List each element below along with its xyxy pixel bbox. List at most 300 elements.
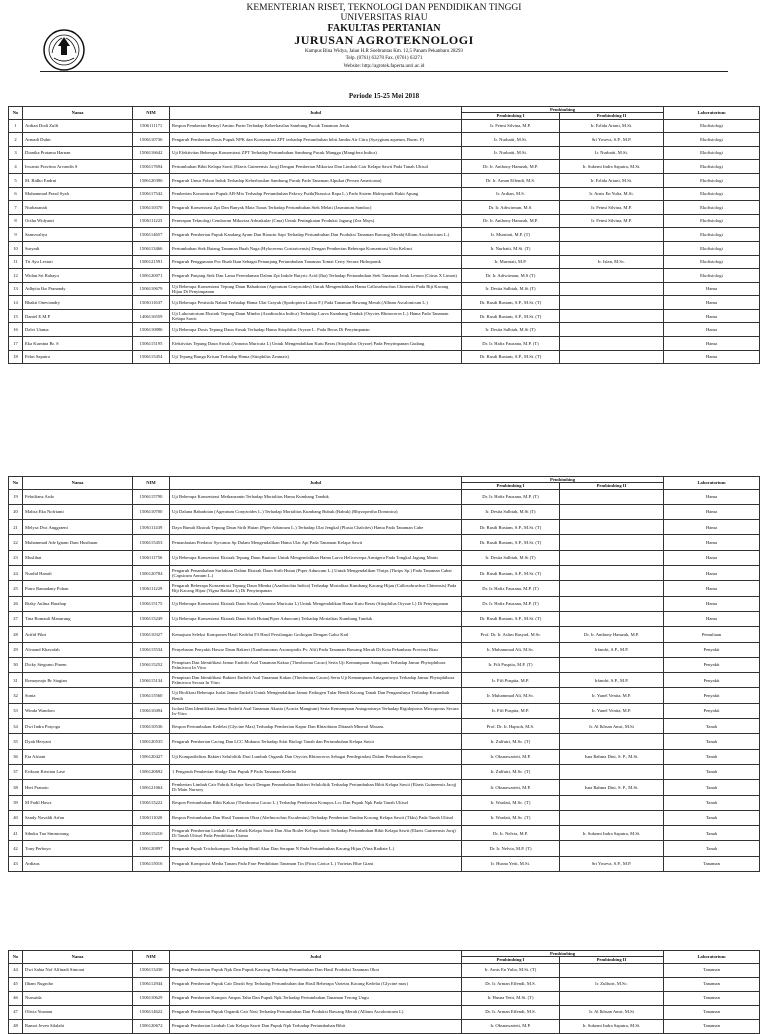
cell-pembimbing-1: Ir. Oksnawarteti, M.P.: [462, 1019, 560, 1033]
cell-laboratorium: Penyakit: [664, 657, 760, 672]
cell-laboratorium: Tanaman: [664, 1019, 760, 1033]
cell-nim: 1506117694: [133, 160, 170, 174]
cell-pembimbing-1: Dr. Rusdi Rustam, S.P., M.Si. (T): [462, 520, 560, 535]
header-judul: Judul: [170, 107, 462, 120]
cell-judul: Uji Beberapa Konsentrasi Tepung Daun Babadotan (Ageratum Conyzoides) Untuk Mengendalikan Hama Callosobruchus Chinensis Pada Biji Kacang Hijau Di Penyimpanan: [170, 282, 462, 296]
table-row: [9, 977, 760, 991]
cell-nim: 1506110679: [133, 282, 170, 296]
cell-pembimbing-2: [560, 734, 664, 749]
header-laboratorium: Laboratorium: [664, 477, 760, 490]
table-row: [9, 119, 760, 133]
cell-pembimbing-1: Ir. Wardati, M.Sc. (T): [462, 795, 560, 810]
table-row: [9, 296, 760, 310]
cell-laboratorium: Ekofisiologi: [664, 255, 760, 269]
cell-no: 9: [9, 228, 23, 242]
cell-pembimbing-2: Ir. Al Ikhsan Amri, M.Si: [560, 719, 664, 734]
cell-nim: 1506115175: [133, 596, 170, 611]
cell-pembimbing-2: Sri Yoseva, S.P., M.P.: [560, 856, 664, 871]
cell-no: 45: [9, 977, 23, 991]
cell-laboratorium: Ekofisiologi: [664, 269, 760, 283]
cell-no: 16: [9, 323, 23, 337]
cell-judul: Efektivitas Tepung Daun Sirsak (Annona Muricata L) Untuk Mengendalikan Kutu Beras (Sitophilus Oryzae) Pada Penyimpanan Gudang: [170, 337, 462, 351]
cell-pembimbing-1: Dr. Ir. Nelvia, M.P. (T): [462, 841, 560, 856]
cell-pembimbing-2: [560, 309, 664, 323]
cell-nim: 1506110370: [133, 201, 170, 215]
cell-judul: Pengaruh Komposisi Media Tanam Pada Fase Pembibitan Tanaman Tin (Ficus Carica L.) Varietas Blue Giant: [170, 856, 462, 871]
cell-no: 4: [9, 160, 23, 174]
cell-nama: Olivia Yusman: [23, 1005, 133, 1019]
cell-nama: Arifid Pikri: [23, 627, 133, 642]
cell-no: 40: [9, 810, 23, 825]
cell-pembimbing-1: Ir. Fifi Puspita, M.P.: [462, 673, 560, 688]
table-row: [9, 963, 760, 977]
cell-pembimbing-2: [560, 657, 664, 672]
cell-nim: 1506110736: [133, 133, 170, 147]
cell-nim: 1506120784: [133, 566, 170, 581]
table-row: [9, 642, 760, 657]
cell-laboratorium: Tanaman: [664, 963, 760, 977]
cell-nama: Heri Pranoto: [23, 780, 133, 795]
cell-no: 36: [9, 749, 23, 764]
cell-laboratorium: Tanah: [664, 810, 760, 825]
cell-pembimbing-2: Ir. Nurbaiti, M.Si.: [560, 146, 664, 160]
cell-nim: 1506120672: [133, 1019, 170, 1033]
cell-nama: Octha Widyanti: [23, 214, 133, 228]
cell-no: 22: [9, 535, 23, 550]
cell-no: 39: [9, 795, 23, 810]
header-judul: Judul: [170, 951, 462, 964]
cell-judul: Pengaruh Pemberian Pupuk Cair Dazsh Sep Terhadap Pertumbuhan dan Hasil Beberapa Varietas Kacang Kedelai (Glycine max): [170, 977, 462, 991]
cell-nama: Dalvi Utama: [23, 323, 133, 337]
cell-pembimbing-2: Irfandri, S.P., M.P.: [560, 673, 664, 688]
table-row: [9, 795, 760, 810]
cell-judul: Daya Bunuh Ekstrak Tepung Daun Sirih Hutan (Piper Aduncum L.) Terhadap Ulat Jengkal (Plusia Chalcites) Hama Pada Tanaman Cabe: [170, 520, 462, 535]
header-nim: NIM: [133, 107, 170, 120]
cell-nama: Febrilianz Arda: [23, 489, 133, 504]
cell-laboratorium: Ekofisiologi: [664, 173, 760, 187]
cell-nama: Armadi Duhir: [23, 133, 133, 147]
cell-judul: Uji Beberapa Konsentrasi Ekstrak Tepung Daun Buntaro Untuk Mengendalikan Hama Larva Helicoverpa Armigera Pada Tongkol Jagung Manis: [170, 550, 462, 565]
cell-nim: 1506115560: [133, 688, 170, 703]
document-page-2: [0, 476, 768, 906]
cell-pembimbing-2: Ir. Arnis En Yulia, M.Si.: [560, 187, 664, 201]
cell-pembimbing-1: Ir. Desita Salbiah, M.Si (T): [462, 282, 560, 296]
cell-no: 28: [9, 627, 23, 642]
cell-pembimbing-1: Dr. Ir. Adiwirman, M.S (T): [462, 269, 560, 283]
cell-judul: Pengaruh Pemberian Dosis Pupuk NPK dan Konsentrasi ZPT terhadap Pertumbuhan bibit Jambu Air Citra (Syzygium aqueum. Burm. F): [170, 133, 462, 147]
table-row: [9, 749, 760, 764]
cell-pembimbing-1: Ir. Ardian, M.S.: [462, 187, 560, 201]
table-row: [9, 201, 760, 215]
cell-nama: Suryadi: [23, 241, 133, 255]
cell-judul: Pengaruh Pemberian Limbah Cair Kelapa Sawit Dan Pupuk Npk Terhadap Pertumbuhan Bibit: [170, 1019, 462, 1033]
cell-no: 46: [9, 991, 23, 1005]
cell-pembimbing-1: Ir. Oksnawarteti, M.P.: [462, 780, 560, 795]
cell-nama: Putro Ramadany Pohan: [23, 581, 133, 596]
cell-pembimbing-1: Dr. Ir. Arman Effendi, M.S.: [462, 977, 560, 991]
cell-laboratorium: Penyakit: [664, 673, 760, 688]
cell-no: 2: [9, 133, 23, 147]
cell-laboratorium: Hama: [664, 581, 760, 596]
cell-nama: Sonia: [23, 688, 133, 703]
cell-laboratorium: Ekofisiologi: [664, 228, 760, 242]
cell-judul: Pengaruh Beberapa Konsentrasi Tepung Daun Mimba (Azadirachta Indica) Terhadap Mortalitas Kumbang Kacang Hijau (Callosobruchus Chinensis) Pada Biji Kacang Hijau (Vigna Radiata L) Di Penyimpanan: [170, 581, 462, 596]
header-no: No: [9, 951, 23, 964]
cell-nama: Tri Ayu Lestari: [23, 255, 133, 269]
table-row: [9, 826, 760, 841]
cell-pembimbing-2: Isna Rahma Dini, S. P., M.Si.: [560, 749, 664, 764]
cell-nama: M. Ridho Endrni: [23, 173, 133, 187]
cell-laboratorium: Hama: [664, 550, 760, 565]
cell-laboratorium: Ekofisiologi: [664, 214, 760, 228]
cell-nim: 1506110536: [133, 719, 170, 734]
table-row: [9, 719, 760, 734]
cell-pembimbing-1: Dr. Rusdi Rustam, S.P., M.Si. (T): [462, 296, 560, 310]
cell-pembimbing-2: Ir. Sukemi Indra Saputra, M.Si.: [560, 160, 664, 174]
cell-judul: Pengaruh Pemberian Pupuk Organik Cair Nasi Terhadap Pertumbuhan Dan Produksi Bawang Merah (Allium Ascalonicum L): [170, 1005, 462, 1019]
schedule-table: [8, 106, 760, 364]
cell-laboratorium: Ekofisiologi: [664, 201, 760, 215]
cell-laboratorium: Hama: [664, 309, 760, 323]
table-row: [9, 173, 760, 187]
cell-no: 21: [9, 520, 23, 535]
cell-laboratorium: Pemuliaan: [664, 627, 760, 642]
cell-nim: 1406116559: [133, 309, 170, 323]
cell-pembimbing-1: Dr. Ir. Anthony Hamzah, M.P.: [462, 214, 560, 228]
table-row: [9, 214, 760, 228]
table-row: [9, 856, 760, 871]
cell-nama: Rizky Aulina Harahap: [23, 596, 133, 611]
cell-laboratorium: Hama: [664, 489, 760, 504]
cell-pembimbing-1: Dr. Ir. Anthony Hamzah, M.P.: [462, 160, 560, 174]
cell-laboratorium: Penyakit: [664, 688, 760, 703]
cell-pembimbing-1: Dr. Ir. Nelvia, M.P.: [462, 826, 560, 841]
cell-nama: Irwanto Pravitno Arvandis S: [23, 160, 133, 174]
faculty-name: FAKULTAS PERTANIAN: [327, 22, 441, 34]
cell-pembimbing-2: Ir. Fetmi Silvina, M.P.: [560, 201, 664, 215]
cell-pembimbing-1: Ir. Desita Salbiah, M.Si (T): [462, 504, 560, 519]
cell-pembimbing-1: Ir. Wardati, M.Sc. (T): [462, 810, 560, 825]
cell-no: 29: [9, 642, 23, 657]
cell-judul: 1 Pengaruh Pemberian Sludge Dan Pupuk P Pada Tanaman Kedelai: [170, 764, 462, 779]
table-row: [9, 688, 760, 703]
cell-nim: 1506115252: [133, 657, 170, 672]
cell-no: 33: [9, 703, 23, 718]
cell-judul: Pemanfaatan Predator Syrcanus Sp Dalam Mengendalikan Hama Ulat Api Pada Tanaman Kelapa Sawit: [170, 535, 462, 550]
cell-no: 41: [9, 826, 23, 841]
cell-pembimbing-2: Ir. Yunel Venita, M.P.: [560, 688, 664, 703]
cell-pembimbing-2: Ir. Erlida Ariani, M.Si.: [560, 119, 664, 133]
header-pembimbing-1: Pembimbing I: [462, 483, 560, 489]
header-pembimbing-2: Pembimbing II: [560, 483, 664, 489]
cell-pembimbing-1: Ir. Oksnawarteti, M.P.: [462, 749, 560, 764]
cell-pembimbing-2: Ir. Zulfutri, M.Sc.: [560, 977, 664, 991]
cell-judul: Uji Efektivitas Beberapa Konsentrasi ZPT Terhadap Pertumbuhan Sambung Pucuk Mangga (Mangifera Indica): [170, 146, 462, 160]
cell-nim: 1506114622: [133, 1005, 170, 1019]
cell-nama: Nurhasanah: [23, 201, 133, 215]
table-row: [9, 611, 760, 626]
cell-judul: Uji Tepung Bunga Krisan Terhadap Hama (Sitophilus Zeamais): [170, 350, 462, 364]
table-row: [9, 764, 760, 779]
cell-nim: 1506111171: [133, 119, 170, 133]
cell-nama: Muhammad Prasd Syah: [23, 187, 133, 201]
cell-no: 7: [9, 201, 23, 215]
cell-nama: Muslihat: [23, 550, 133, 565]
cell-laboratorium: Ekofisiologi: [664, 119, 760, 133]
table-row: [9, 550, 760, 565]
cell-judul: Uji Biofikasi Beberapa Isolat Jamur Endofit Untuk Mengendalikan Jamur Pathogen Tular Benih Kacang Tanah Dan Pengaruhnya Terhadap Kecambah Benih: [170, 688, 462, 703]
cell-no: 42: [9, 841, 23, 856]
header-nama: Nama: [23, 951, 133, 964]
cell-judul: Uji Beberapa Pestisida Nabati Terhadap Hama Ulat Grayak (Spodoptera Litura F.) Pada Tanaman Bawang Merah (Allium Ascalonicum L.): [170, 296, 462, 310]
cell-nama: Dwi Sahta Nof Alfinadi Simorai: [23, 963, 133, 977]
table-row: [9, 269, 760, 283]
cell-pembimbing-2: [560, 535, 664, 550]
cell-no: 38: [9, 780, 23, 795]
cell-nim: 1506120071: [133, 269, 170, 283]
cell-laboratorium: Ekofisiologi: [664, 133, 760, 147]
cell-nim: 1506120396: [133, 173, 170, 187]
cell-no: 48: [9, 1019, 23, 1033]
table-row: [9, 991, 760, 1005]
cell-pembimbing-1: Ir. Fetmi Silvina, M.P.: [462, 119, 560, 133]
ministry-name: KEMENTERIAN RISET, TEKNOLOGI DAN PENDIDIKAN TINGGI: [246, 3, 522, 13]
cell-laboratorium: Tanah: [664, 795, 760, 810]
period-title: Periode 15-25 Mei 2018: [348, 92, 420, 100]
cell-judul: Pengaruh Pemberian Cacing Dan LCC Mukuna Terhadap Sifat Biologi Tanah dan Pertumbuhan Kelapa Sawit: [170, 734, 462, 749]
cell-judul: Pengaruh Panjang Stek Dan Lama Perendaman Dalam Zpt Indole Butyric Acid (Iba) Terhadap Pertumbuhan Stek Tanaman Jeruk Lemon (Citrus X Limon): [170, 269, 462, 283]
cell-laboratorium: Hama: [664, 350, 760, 364]
cell-nama: Dicky Stegrano Pinem: [23, 657, 133, 672]
cell-nim: 1506115453: [133, 535, 170, 550]
cell-no: 44: [9, 963, 23, 977]
cell-pembimbing-1: Ir. Arnis En Yulia, M.Si. (T): [462, 963, 560, 977]
header-nim: NIM: [133, 477, 170, 490]
cell-laboratorium: Hama: [664, 337, 760, 351]
cell-nim: 1506115195: [133, 337, 170, 351]
cell-pembimbing-2: Ir. Al Ikhsan Amri, M.Si: [560, 1005, 664, 1019]
cell-no: 11: [9, 255, 23, 269]
table-row: [9, 504, 760, 519]
cell-nama: Eka Kurnina Br. S: [23, 337, 133, 351]
cell-laboratorium: Tanah: [664, 841, 760, 856]
cell-pembimbing-1: Dr. Ir. Adiwirman, M.S.: [462, 201, 560, 215]
cell-no: 12: [9, 269, 23, 283]
cell-nim: 1506111439: [133, 520, 170, 535]
cell-nim: 1506111756: [133, 550, 170, 565]
cell-laboratorium: Penyakit: [664, 703, 760, 718]
cell-no: 27: [9, 611, 23, 626]
table-row: [9, 673, 760, 688]
cell-judul: Uji Beberapa Konsentrasi Ekstrak Daun Sirih Hutan(Piper Aduncum) Terhadap Mortalitas Kumbang Tanduk: [170, 611, 462, 626]
cell-nama: Alvaand Khavafah: [23, 642, 133, 657]
cell-pembimbing-1: Ir. Desita Salbiah, M.Si (T): [462, 323, 560, 337]
cell-pembimbing-2: [560, 810, 664, 825]
address-line: Kampus Bina Widya, Jalan H.R Soebrantas Km. 12,5 Panam Pekanbaru 28293: [304, 49, 463, 55]
cell-pembimbing-1: Prof. Dr. Ir. Aslim Rasyad, M.Sc: [462, 627, 560, 642]
cell-judul: Uji Beberapa Konsentrasi Ekstrak Daun Sirsak (Annona Muricata L) Untuk Mengendalikan Hama Kutu Beras (Sitophilus Oryzae L) Di Penyimpanan: [170, 596, 462, 611]
table-row: [9, 657, 760, 672]
table-row: [9, 160, 760, 174]
cell-pembimbing-1: Ir. Zulfutri, M.Sc. (T): [462, 734, 560, 749]
cell-nim: 1506112944: [133, 977, 170, 991]
cell-nama: Erikson Kristian Lase: [23, 764, 133, 779]
cell-no: 13: [9, 282, 23, 296]
cell-nim: 1506121591: [133, 255, 170, 269]
cell-pembimbing-2: Irfandri, S.P., M.P.: [560, 642, 664, 657]
header-no: No: [9, 107, 23, 120]
cell-nama: Melysa Dwi Anggraeni: [23, 520, 133, 535]
cell-no: 3: [9, 146, 23, 160]
cell-no: 25: [9, 581, 23, 596]
cell-nama: Romaynajo Br Siagian: [23, 673, 133, 688]
cell-no: 15: [9, 309, 23, 323]
header-pembimbing-1: Pembimbing I: [462, 957, 560, 963]
table-row: [9, 581, 760, 596]
table-row: [9, 187, 760, 201]
cell-judul: Pengaruh Konsentrasi Zpt Dan Banyak Mata Tunas Terhadap Pertumbuhan Stek Melati (Jasminum Sambac): [170, 201, 462, 215]
cell-judul: Pemberian Limbah Cair Pabrik Kelapa Sawit Dengan Penambahan Bakteri Selulolitik Terhadap Pertumbuhan Bibit Kelapa Sawit (Elaeis Guineensis Jacq) Di Main Nursery: [170, 780, 462, 795]
cell-laboratorium: Tanaman: [664, 1005, 760, 1019]
cell-pembimbing-1: Dr. Rusdi Rustam, S.P., M.Si. (T): [462, 309, 560, 323]
cell-pembimbing-1: Ir. Nurbaiti, M.Si. (T): [462, 241, 560, 255]
cell-pembimbing-2: Ir. Sukemi Indra Saputra, M.Si.: [560, 1019, 664, 1033]
cell-pembimbing-1: Dr. Ir. Hafiz Fauzana, M.P. (T): [462, 337, 560, 351]
cell-nim: 1506120427: [133, 749, 170, 764]
schedule-body-1: [9, 119, 760, 364]
table-row: [9, 255, 760, 269]
cell-nama: Samswaliya: [23, 228, 133, 242]
cell-pembimbing-2: [560, 350, 664, 364]
cell-judul: Uji Beberapa Konsentrasi Methanzanin Terhadap Mortalitas Hama Kumbang Tanduk: [170, 489, 462, 504]
table-row: [9, 703, 760, 718]
cell-pembimbing-1: Ir. Fifi Puspita, M.P. (T): [462, 657, 560, 672]
cell-pembimbing-1: Ir. Muhammad Ali, M.Sc.: [462, 688, 560, 703]
cell-pembimbing-2: [560, 228, 664, 242]
cell-laboratorium: Penyakit: [664, 642, 760, 657]
cell-nim: 1506110886: [133, 323, 170, 337]
cell-no: 34: [9, 719, 23, 734]
cell-nim: 1506115790: [133, 489, 170, 504]
cell-pembimbing-1: Prof. Dr. Ir. Hapsoh, M.S.: [462, 719, 560, 734]
cell-judul: Isolasi Dan Identifikasi Jamur Endofit Asal Tanaman Akasia (Acacia Mangium) Serta Kemampuan Antagonisnya Terhadap Rigidoporus Microporus Secara In-Vitro: [170, 703, 462, 718]
cell-pembimbing-2: [560, 566, 664, 581]
cell-laboratorium: Hama: [664, 520, 760, 535]
cell-no: 1: [9, 119, 23, 133]
cell-no: 8: [9, 214, 23, 228]
department-name: JURUSAN AGROTEKNOLOGI: [294, 33, 474, 48]
cell-nama: Febri Saputra: [23, 350, 133, 364]
cell-pembimbing-1: Ir. Husna Yetti, M.Si.: [462, 856, 560, 871]
table-row: [9, 350, 760, 364]
cell-nama: Nursaida: [23, 991, 133, 1005]
cell-pembimbing-2: Ir. Islan, M.Sc.: [560, 255, 664, 269]
cell-pembimbing-1: Ir. Murniati, M.P.: [462, 255, 560, 269]
cell-nim: 1506115534: [133, 642, 170, 657]
table-row: [9, 596, 760, 611]
letterhead: [0, 0, 768, 72]
cell-pembimbing-2: Dr. Ir. Anthony Hamzah, M.P.: [560, 627, 664, 642]
schedule-body-2: [9, 489, 760, 871]
header-pembimbing-1: Pembimbing I: [462, 113, 560, 119]
cell-nim: 1506111229: [133, 581, 170, 596]
cell-no: 19: [9, 489, 23, 504]
cell-nama: Ilham Nugroho: [23, 977, 133, 991]
table-row: [9, 780, 760, 795]
cell-no: 18: [9, 350, 23, 364]
cell-pembimbing-2: [560, 296, 664, 310]
cell-judul: Pengaruh Pemberian Kompos Ampas Tahu Dan Pupuk Npk Terhadap Pertumbuhan Tanaman Terong Ungu: [170, 991, 462, 1005]
cell-laboratorium: Hama: [664, 535, 760, 550]
cell-no: 6: [9, 187, 23, 201]
cell-nama: Nurdid Hanafi: [23, 566, 133, 581]
cell-nim: 1506115249: [133, 611, 170, 626]
cell-pembimbing-1: Ir. Nurbaiti, M.Si.: [462, 146, 560, 160]
header-pembimbing: Pembimbing: [462, 951, 664, 957]
cell-pembimbing-1: Ir. Zulfutri, M.Sc. (T): [462, 764, 560, 779]
cell-judul: Pengaruh Pupuk Trichokompos Terhadap Bintil Akar Dan Serapan N Pada Pertumbuhan Kacang Hijau (Vina Radiate L.): [170, 841, 462, 856]
cell-nim: 1506111637: [133, 296, 170, 310]
cell-judul: Respon Pertumbuhan Bibit Kakao (Theobroma Cacao L.) Terhadap Pemberian Kompos Lcc Dan Pupuk Npk Pada Tanah Ultisol: [170, 795, 462, 810]
cell-pembimbing-1: Ir. Desita Salbiah, M.Si (T): [462, 550, 560, 565]
cell-laboratorium: Tanaman: [664, 977, 760, 991]
document-page-1: [0, 0, 768, 430]
cell-laboratorium: Hama: [664, 296, 760, 310]
table-row: [9, 146, 760, 160]
cell-pembimbing-2: [560, 504, 664, 519]
cell-nama: Muhammad Ade Ignam Dani Husibuan: [23, 535, 133, 550]
cell-nama: Winda Wandoro: [23, 703, 133, 718]
cell-pembimbing-2: [560, 611, 664, 626]
schedule-body-3: [9, 963, 760, 1033]
schedule-table: [8, 476, 760, 872]
cell-no: 37: [9, 764, 23, 779]
cell-no: 43: [9, 856, 23, 871]
cell-judul: Pengaruh Pemberian Limbah Cair Pabrik Kelapa Sawit Dan Abu Boiler Kelapa Sawit Terhadap Pertumbuhan Bibit Kelapa Sawit (Elaeis Guineensis Jacq) Di Tanah Ultisol Pada Pembibitan Utama: [170, 826, 462, 841]
cell-pembimbing-1: Ir. Nurbaiti, M.Si.: [462, 133, 560, 147]
cell-nama: Dyah Heryani: [23, 734, 133, 749]
cell-judul: Pertumbuhan Stek Batang Tanaman Buah Naga (Hylocereus Costaricensis) Dengan Pemberian Beberapa Konsentrasi Urin Kelinci: [170, 241, 462, 255]
cell-pembimbing-1: Dr. Ir. Hafiz Fauzana, M.P. (T): [462, 581, 560, 596]
cell-pembimbing-1: Dr. Rusdi Rustam, S.P., M.Si. (T): [462, 535, 560, 550]
cell-pembimbing-1: Ir. Muhammad Ali, M.Sc.: [462, 642, 560, 657]
cell-pembimbing-2: [560, 550, 664, 565]
cell-laboratorium: Ekofisiologi: [664, 160, 760, 174]
table-row: [9, 841, 760, 856]
cell-nama: Ramot Jeven Silalahi: [23, 1019, 133, 1033]
cell-pembimbing-2: [560, 323, 664, 337]
cell-nama: Bhakti Oneviandry: [23, 296, 133, 310]
schedule-table: [8, 950, 760, 1034]
cell-judul: Pengaruh Penggunaan Poc Buah Ikan Sebagai Penunjang Pertumbuhan Tanaman Tomat Cerry Secara Hidroponik: [170, 255, 462, 269]
table-row: [9, 489, 760, 504]
cell-pembimbing-1: Dr. Ir. Hafiz Fauzana, M.P. (T): [462, 596, 560, 611]
cell-no: 24: [9, 566, 23, 581]
cell-laboratorium: Tanah: [664, 734, 760, 749]
cell-nim: 1506111020: [133, 810, 170, 825]
table-row: [9, 566, 760, 581]
cell-nim: 1506121064: [133, 780, 170, 795]
cell-nama: Tina Romauli Manurung: [23, 611, 133, 626]
cell-nama: Sibuku Tua Simmorang: [23, 826, 133, 841]
cell-judul: Respon Pertumbuhan Kedelai (Glycine Max) Terhadap Pemberian Kapur Dan Rhizobium Ditanah Mineral Masam.: [170, 719, 462, 734]
cell-nim: 1506110327: [133, 627, 170, 642]
cell-pembimbing-2: [560, 596, 664, 611]
cell-no: 5: [9, 173, 23, 187]
cell-laboratorium: Hama: [664, 323, 760, 337]
cell-judul: Respon Pertumbuhan Dan Hasil Tanaman Okra (Abelmoschus Esculentus) Terhadap Pemberian Tandan Kosong Kelapa Sawit (Tkks) Pada Tanah Ultisol: [170, 810, 462, 825]
cell-no: 47: [9, 1005, 23, 1019]
